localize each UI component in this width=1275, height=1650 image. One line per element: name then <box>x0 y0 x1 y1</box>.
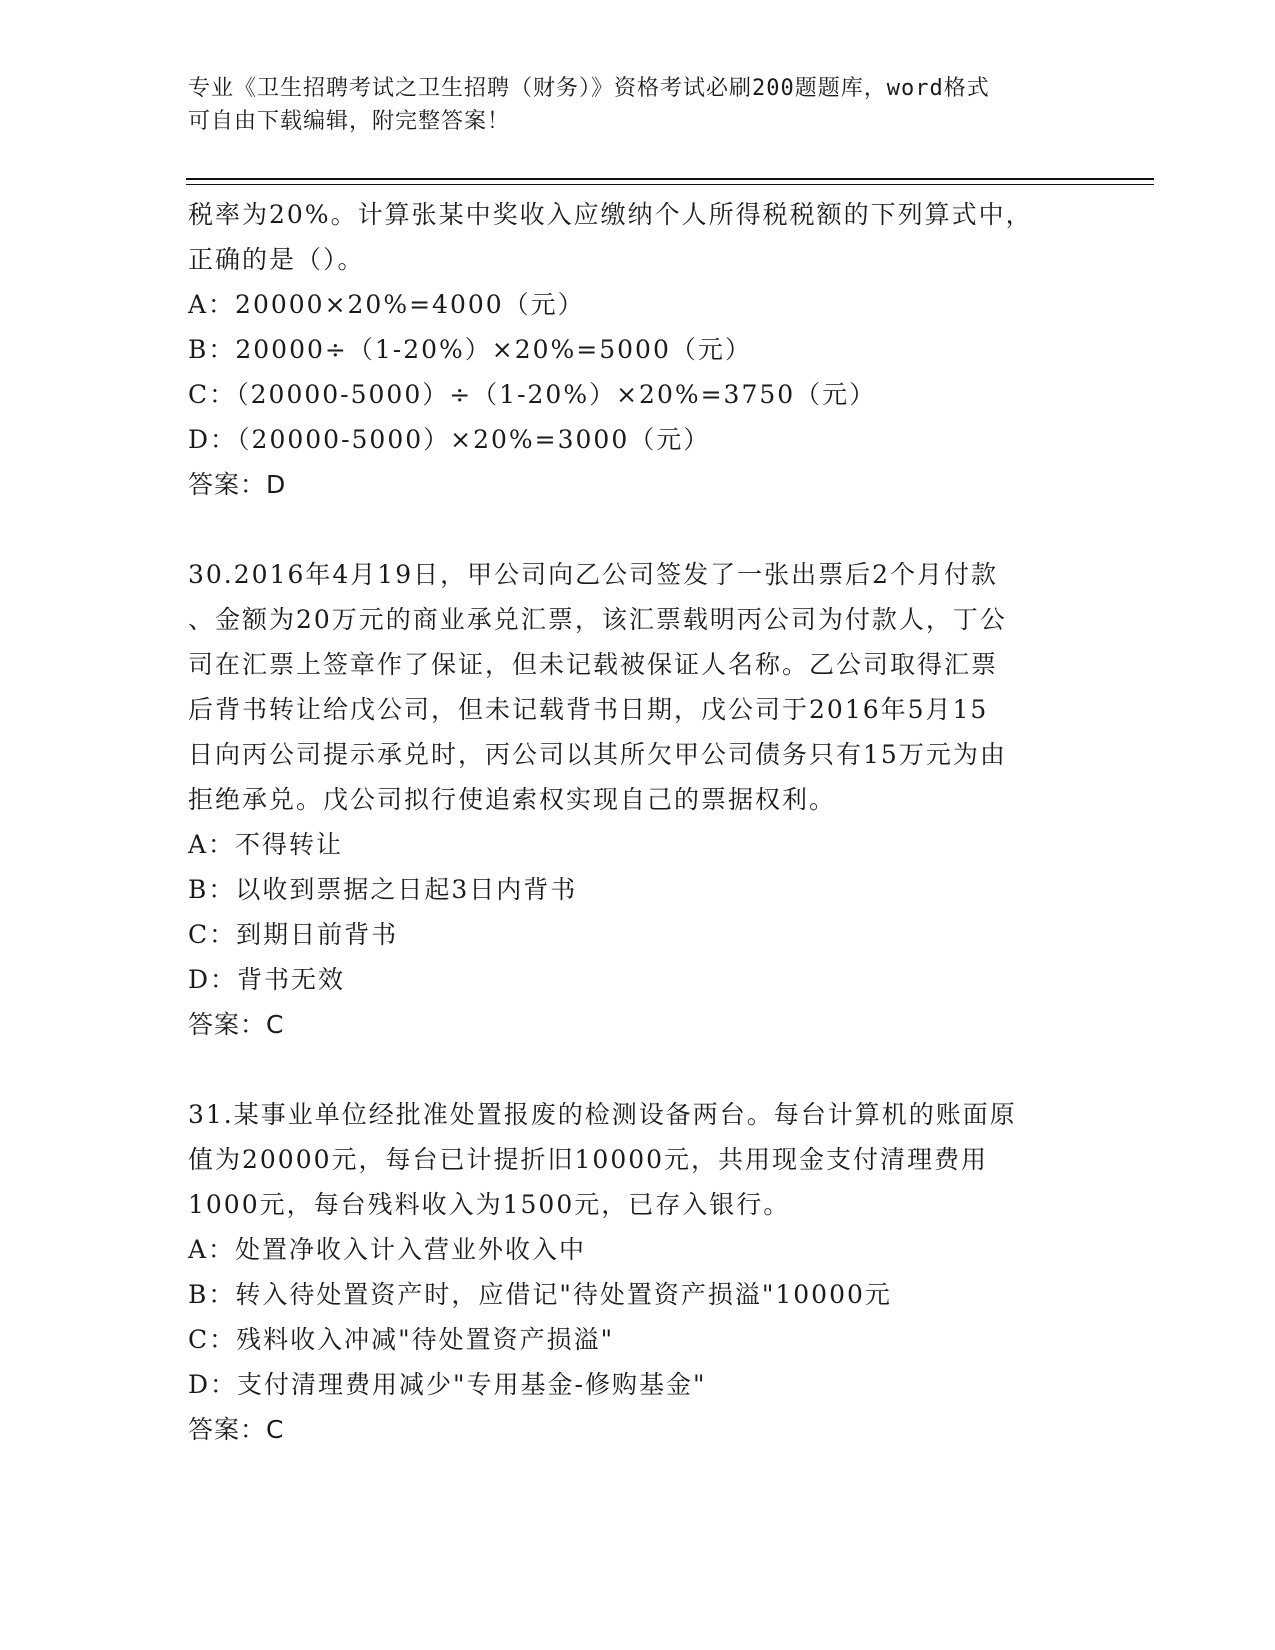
question-text-line: 税率为20%。计算张某中奖收入应缴纳个人所得税税额的下列算式中， <box>188 200 1033 229</box>
option-b: B：转入待处置资产时，应借记"待处置资产损溢"10000元 <box>188 1280 892 1309</box>
page-header <box>188 72 1068 138</box>
question-text-line: 30.2016年4月19日，甲公司向乙公司签发了一张出票后2个月付款 <box>188 560 999 589</box>
question-text-line: 正确的是（）。 <box>188 245 365 274</box>
spacer <box>188 1047 1088 1092</box>
header-divider-thin <box>186 184 1154 185</box>
question-text-line: 值为20000元，每台已计提折旧10000元，共用现金支付清理费用 <box>188 1145 989 1174</box>
option-b: B：以收到票据之日起3日内背书 <box>188 875 578 904</box>
option-b: B：20000÷（1-20%）×20%=5000（元） <box>188 335 752 364</box>
option-d: D：背书无效 <box>188 965 346 994</box>
question-text-line: 后背书转让给戊公司，但未记载背书日期，戊公司于2016年5月15 <box>188 695 989 724</box>
option-a: A：处置净收入计入营业外收入中 <box>188 1235 587 1264</box>
option-a: A：20000×20%=4000（元） <box>188 290 585 319</box>
question-text-line: 日向丙公司提示承兑时，丙公司以其所欠甲公司债务只有15万元为由 <box>188 740 1007 769</box>
question-text-line: 、金额为20万元的商业承兑汇票，该汇票载明丙公司为付款人，丁公 <box>188 605 1007 634</box>
question-31 <box>188 1092 1088 1452</box>
question-text-line: 1000元，每台残料收入为1500元，已存入银行。 <box>188 1190 791 1219</box>
question-30 <box>188 552 1088 1047</box>
header-divider-thick <box>186 178 1154 180</box>
answer-line: 答案：C <box>188 1415 285 1444</box>
option-c: C：（20000-5000）÷（1-20%）×20%=3750（元） <box>188 380 877 409</box>
document-body <box>188 192 1088 1452</box>
answer-line: 答案：D <box>188 470 287 499</box>
answer-line: 答案：C <box>188 1010 285 1039</box>
question-text-line: 拒绝承兑。戊公司拟行使追索权实现自己的票据权利。 <box>188 785 837 814</box>
question-text-line: 司在汇票上签章作了保证，但未记载被保证人名称。乙公司取得汇票 <box>188 650 999 679</box>
option-c: C：残料收入冲减"待处置资产损溢" <box>188 1325 615 1354</box>
spacer <box>188 507 1088 552</box>
header-line-2: 可自由下载编辑，附完整答案！ <box>188 109 511 134</box>
header-line-1: 专业《卫生招聘考试之卫生招聘（财务）》资格考试必刷200题题库，word格式 <box>188 76 990 101</box>
question-29 <box>188 192 1088 507</box>
question-text-line: 31.某事业单位经批准处置报废的检测设备两台。每台计算机的账面原 <box>188 1100 1017 1129</box>
option-d: D：（20000-5000）×20%=3000（元） <box>188 425 711 454</box>
option-d: D：支付清理费用减少"专用基金-修购基金" <box>188 1370 707 1399</box>
option-a: A：不得转让 <box>188 830 344 859</box>
option-c: C：到期日前背书 <box>188 920 399 949</box>
